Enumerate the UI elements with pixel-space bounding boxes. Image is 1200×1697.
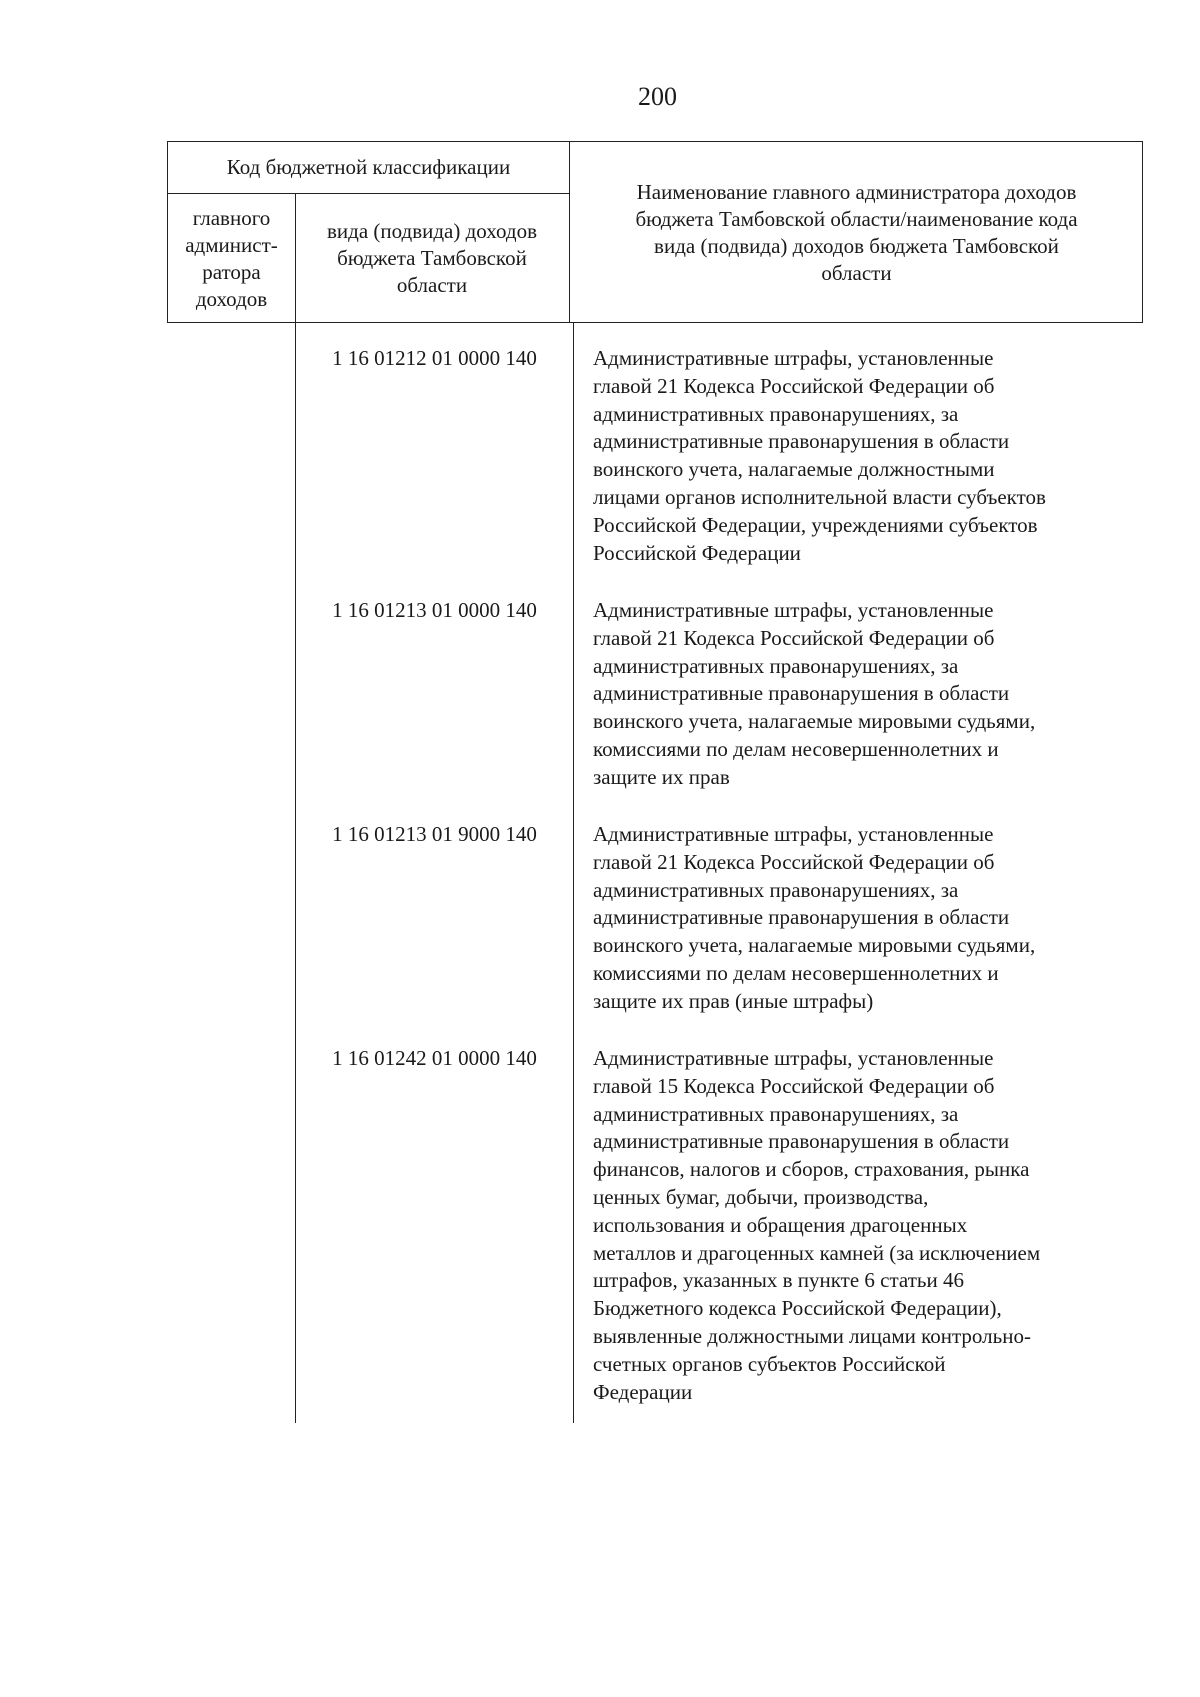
row-description: [593, 821, 1138, 1016]
description-line: административные правонарушения в области: [593, 681, 1010, 706]
description-line: административные правонарушения в области: [593, 429, 1010, 454]
header-text-line: области: [821, 261, 892, 285]
header-text-line: админист-: [185, 232, 278, 257]
description-line: металлов и драгоценных камней (за исключением: [593, 1240, 1041, 1265]
row-code: 1 16 01213 01 0000 140: [332, 598, 537, 622]
description-line: Административные штрафы, установленные: [593, 1046, 994, 1070]
description-line: главой 21 Кодекса Российской Федерации об: [593, 373, 995, 398]
description-line: административных правонарушениях, за: [593, 877, 959, 902]
header-text-line: области: [396, 273, 468, 297]
header-text-line: доходов: [195, 286, 268, 311]
header-col-name: [569, 142, 1144, 324]
header-text-line: главного: [192, 205, 271, 230]
description-line: защите их прав (иные штрафы): [593, 988, 874, 1013]
description-line: главой 21 Кодекса Российской Федерации об: [593, 849, 995, 874]
row-description: [593, 345, 1138, 567]
description-line: защите их прав: [593, 764, 730, 789]
header-col-income-type: [295, 193, 569, 324]
row-code: 1 16 01212 01 0000 140: [332, 346, 537, 370]
description-line: административные правонарушения в области: [593, 1129, 1010, 1154]
description-line: использования и обращения драгоценных: [593, 1212, 968, 1237]
description-line: финансов, налогов и сборов, страхования, рынка: [593, 1157, 1030, 1182]
header-text-line: вида (подвида) доходов: [327, 219, 537, 243]
description-line: выявленные должностными лицами контрольно-: [593, 1323, 1031, 1348]
description-line: воинского учета, налагаемые мировыми судьями,: [593, 709, 1036, 734]
row-code: 1 16 01213 01 9000 140: [332, 822, 537, 846]
header-text-line: бюджета Тамбовской: [337, 246, 527, 270]
description-line: комиссиями по делам несовершеннолетних и: [593, 960, 999, 985]
description-line: воинского учета, налагаемые мировыми судьями,: [593, 933, 1036, 958]
header-group-title: Код бюджетной классификации: [226, 155, 511, 179]
description-line: административных правонарушениях, за: [593, 653, 959, 678]
row-code: 1 16 01242 01 0000 140: [332, 1046, 537, 1070]
description-line: штрафов, указанных в пункте 6 статьи 46: [593, 1268, 964, 1293]
description-line: лицами органов исполнительной власти субъектов: [593, 484, 1046, 509]
header-text-line: Наименование главного администратора доходов: [636, 180, 1077, 204]
description-line: главой 21 Кодекса Российской Федерации об: [593, 625, 995, 650]
page-number: 200: [638, 82, 677, 111]
description-line: Российской Федерации: [593, 540, 801, 565]
description-line: Федерации: [593, 1379, 693, 1404]
header-text-line: вида (подвида) доходов бюджета Тамбовской: [654, 234, 1059, 258]
description-line: административных правонарушениях, за: [593, 1101, 959, 1126]
column-divider: [573, 323, 574, 1423]
header-text-line: бюджета Тамбовской области/наименование кода: [635, 207, 1078, 231]
description-line: Административные штрафы, установленные: [593, 346, 994, 370]
column-divider: [295, 323, 296, 1423]
description-line: воинского учета, налагаемые должностными: [593, 457, 995, 482]
description-line: административных правонарушениях, за: [593, 401, 959, 426]
header-col-administrator: [168, 193, 295, 324]
row-description: [593, 1045, 1138, 1406]
row-description: [593, 597, 1138, 792]
table-header: [167, 141, 1143, 323]
description-line: административные правонарушения в области: [593, 905, 1010, 930]
description-line: Российской Федерации, учреждениями субъектов: [593, 512, 1038, 537]
description-line: главой 15 Кодекса Российской Федерации об: [593, 1073, 995, 1098]
description-line: Административные штрафы, установленные: [593, 822, 994, 846]
header-text-line: ратора: [202, 259, 261, 284]
description-line: счетных органов субъектов Российской: [593, 1351, 946, 1376]
description-line: Бюджетного кодекса Российской Федерации),: [593, 1296, 1002, 1321]
description-line: комиссиями по делам несовершеннолетних и: [593, 736, 999, 761]
description-line: ценных бумаг, добычи, производства,: [593, 1184, 929, 1209]
description-line: Административные штрафы, установленные: [593, 598, 994, 622]
